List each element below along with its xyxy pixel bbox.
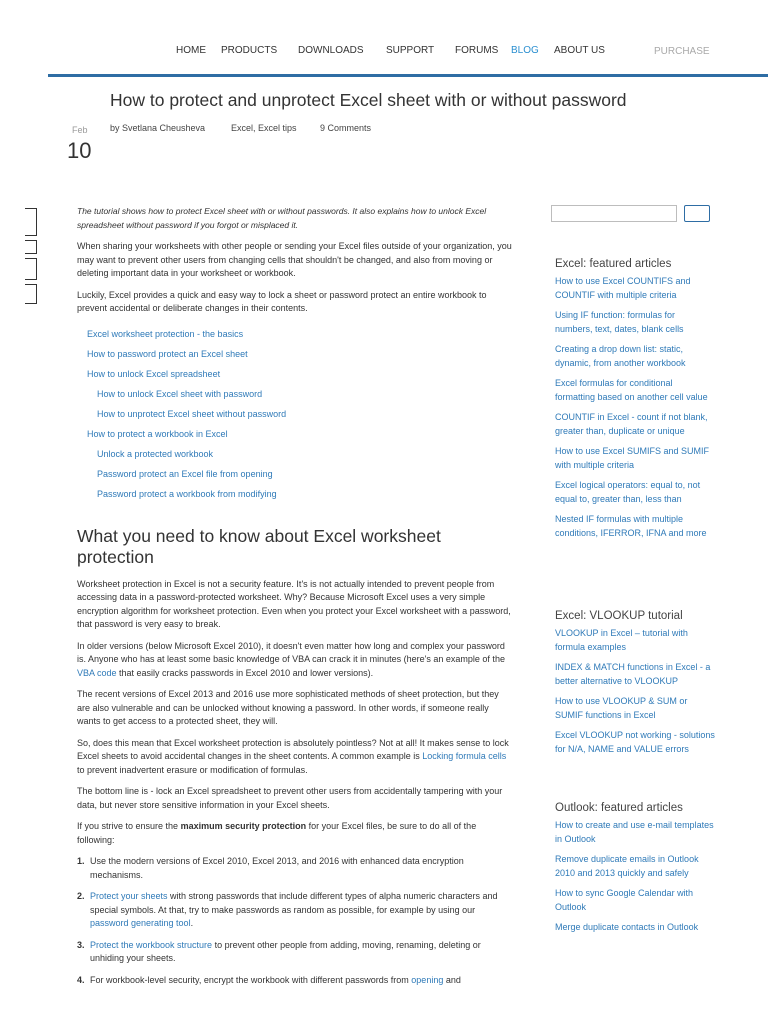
post-categories[interactable]: Excel, Excel tips [231, 123, 297, 133]
sidebar-link[interactable]: VLOOKUP in Excel – tutorial with formula examples [555, 628, 688, 652]
sidebar-link[interactable]: How to use Excel COUNTIFS and COUNTIF with multiple criteria [555, 276, 691, 300]
sidebar-outlook-featured [555, 802, 715, 942]
toc-link[interactable]: Excel worksheet protection - the basics [87, 328, 244, 339]
nav-downloads[interactable]: DOWNLOADS [298, 45, 364, 56]
sidebar-link[interactable]: Excel logical operators: equal to, not equal to, greater than, less than [555, 480, 701, 504]
share-buttons [25, 208, 37, 304]
share-icon[interactable] [25, 258, 37, 280]
text: for your Excel files, be sure to do all of the following: [77, 821, 477, 845]
opening-link[interactable]: opening [411, 974, 444, 985]
paragraph [77, 640, 513, 681]
password-generator-link[interactable]: password generating tool [90, 918, 191, 928]
toc-link[interactable]: Password protect an Excel file from opening [97, 468, 273, 479]
share-icon[interactable] [25, 208, 37, 236]
text: to prevent inadvertent erasure or modification of formulas. [77, 764, 308, 775]
sidebar-heading: Outlook: featured articles [555, 802, 683, 814]
text: In older versions (below Microsoft Excel 2010), it doesn't even matter how long and complex your password is. Anyone who has at least some basic knowledge of VBA can crack it in minutes (here's an example of the [77, 640, 505, 664]
nav-about[interactable]: ABOUT US [554, 45, 605, 56]
sidebar-heading: Excel: VLOOKUP tutorial [555, 610, 683, 622]
paragraph [77, 737, 513, 778]
list-number: 2. [77, 891, 85, 901]
sidebar-link[interactable]: Using IF function: formulas for numbers, text, dates, blank cells [555, 310, 684, 334]
toc-link[interactable]: How to protect a workbook in Excel [87, 428, 228, 439]
text: and [443, 974, 461, 985]
text: For workbook-level security, encrypt the workbook with different passwords from [90, 974, 412, 985]
security-steps-list [77, 855, 513, 987]
list-number: 3. [77, 939, 85, 950]
sidebar-link[interactable]: How to use Excel SUMIFS and SUMIF with multiple criteria [555, 446, 710, 470]
vba-code-link[interactable]: VBA code [77, 667, 117, 678]
search-input[interactable] [551, 205, 677, 222]
page-title: How to protect and unprotect Excel sheet with or without password [110, 90, 627, 110]
list-number: 4. [77, 974, 85, 985]
toc-link[interactable]: Password protect a workbook from modifying [97, 488, 277, 499]
sidebar-link[interactable]: Remove duplicate emails in Outlook 2010 and 2013 quickly and safely [555, 854, 699, 878]
list-item [77, 890, 513, 931]
article-intro: The tutorial shows how to protect Excel sheet with or without passwords. It also explains how to unlock Excel spreadsheet without password if you forgot or misplaced it. [77, 206, 487, 230]
sidebar-link[interactable]: How to use VLOOKUP & SUM or SUMIF functions in Excel [555, 696, 688, 720]
list-number: 1. [77, 856, 85, 866]
top-nav [0, 0, 768, 78]
nav-products[interactable]: PRODUCTS [221, 45, 278, 56]
text: If you strive to ensure the [77, 821, 181, 831]
post-author[interactable]: by Svetlana Cheusheva [110, 123, 206, 133]
paragraph [77, 820, 513, 847]
paragraph: Worksheet protection in Excel is not a security feature. It's is not actually intended to prevent people from accessing data in a password-protected worksheet. Why? Because Microsoft Excel uses a very simple encryption algorithm for worksheet protection. Even when you protect your Excel worksheet with a password, that password is very easy to break. [77, 578, 511, 629]
protect-workbook-structure-link[interactable]: Protect the workbook structure [90, 939, 213, 950]
locking-formula-cells-link[interactable]: Locking formula cells [422, 751, 507, 761]
sidebar-excel-featured [555, 258, 715, 547]
post-comments[interactable]: 9 Comments [320, 123, 372, 133]
sidebar-link[interactable]: Nested IF formulas with multiple conditions, IFERROR, IFNA and more [555, 514, 707, 538]
emphasis: maximum security protection [180, 821, 307, 831]
text: Use the modern versions of Excel 2010, Excel 2013, and 2016 with enhanced data encryption mechanisms. [90, 856, 464, 880]
sidebar-link[interactable]: Excel VLOOKUP not working - solutions for N/A, NAME and VALUE errors [555, 730, 715, 754]
text: that easily cracks passwords in Excel 2010 and lower versions). [116, 667, 374, 678]
list-item [77, 974, 513, 988]
text: . [190, 918, 194, 928]
text: to prevent other people from adding, moving, renaming, deleting or unhiding your sheets. [90, 939, 481, 963]
toc-link[interactable]: How to unlock Excel sheet with password [97, 388, 263, 399]
sidebar-link[interactable]: COUNTIF in Excel - count if not blank, greater than, duplicate or unique [555, 412, 708, 436]
text: So, does this mean that Excel worksheet protection is absolutely pointless? Not at all! It makes sense to lock Excel sheets to avoid accidental changes in the sheet contents. A common example is [77, 737, 509, 761]
nav-forums[interactable]: FORUMS [455, 45, 499, 56]
paragraph: The bottom line is - lock an Excel spreadsheet to prevent other users from accidentally tampering with your data, but never store sensitive information in your Excel sheets. [77, 786, 503, 810]
sidebar-link[interactable]: Merge duplicate contacts in Outlook [555, 922, 699, 932]
article-body [77, 205, 513, 995]
table-of-contents [77, 324, 513, 504]
toc-link[interactable]: How to password protect an Excel sheet [87, 348, 248, 359]
post-date-day: 10 [67, 138, 92, 163]
post-date-month: Feb [72, 125, 88, 135]
sidebar-link[interactable]: Excel formulas for conditional formatting based on another cell value [555, 378, 708, 402]
sidebar-link[interactable]: How to create and use e-mail templates in Outlook [555, 820, 714, 844]
toc-link[interactable]: Unlock a protected workbook [97, 448, 214, 459]
share-icon[interactable] [25, 284, 37, 304]
nav-divider [48, 74, 768, 77]
paragraph: The recent versions of Excel 2013 and 2016 use more sophisticated methods of sheet protection, but they are also vulnerable and can be unlocked without knowing a password. In other words, if someone really wants to get access to a protected sheet, they will. [77, 689, 499, 726]
list-item [77, 939, 513, 966]
nav-blog[interactable]: BLOG [511, 45, 539, 56]
sidebar-link[interactable]: Creating a drop down list: static, dynamic, from another workbook [555, 344, 686, 368]
section-heading: What you need to know about Excel worksheet protection [77, 525, 441, 567]
sidebar-link[interactable]: How to sync Google Calendar with Outlook [555, 888, 694, 912]
nav-support[interactable]: SUPPORT [386, 45, 435, 56]
sidebar-link[interactable]: INDEX & MATCH functions in Excel - a better alternative to VLOOKUP [555, 662, 711, 686]
paragraph: When sharing your worksheets with other people or sending your Excel files outside of your organization, you may want to prevent other users from changing cells that shouldn't be changed, and also from moving or deleting important data in your worksheet or workbook. [77, 241, 512, 278]
search-button[interactable] [684, 205, 710, 222]
toc-link[interactable]: How to unlock Excel spreadsheet [87, 368, 221, 379]
sidebar-vlookup [555, 610, 715, 763]
protect-sheets-link[interactable]: Protect your sheets [90, 891, 168, 901]
paragraph: Luckily, Excel provides a quick and easy way to lock a sheet or password protect an entire workbook to prevent accidental or deliberate changes in their contents. [77, 289, 487, 313]
toc-link[interactable]: How to unprotect Excel sheet without password [97, 408, 287, 419]
list-item [77, 855, 513, 882]
text: with strong passwords that include different types of alpha numeric characters and special symbols. At that, try to make passwords as random as possible, for example by using our [90, 891, 498, 915]
nav-purchase[interactable]: PURCHASE [654, 46, 710, 57]
sidebar-heading: Excel: featured articles [555, 258, 672, 270]
nav-home[interactable]: HOME [176, 45, 206, 56]
share-icon[interactable] [25, 240, 37, 254]
